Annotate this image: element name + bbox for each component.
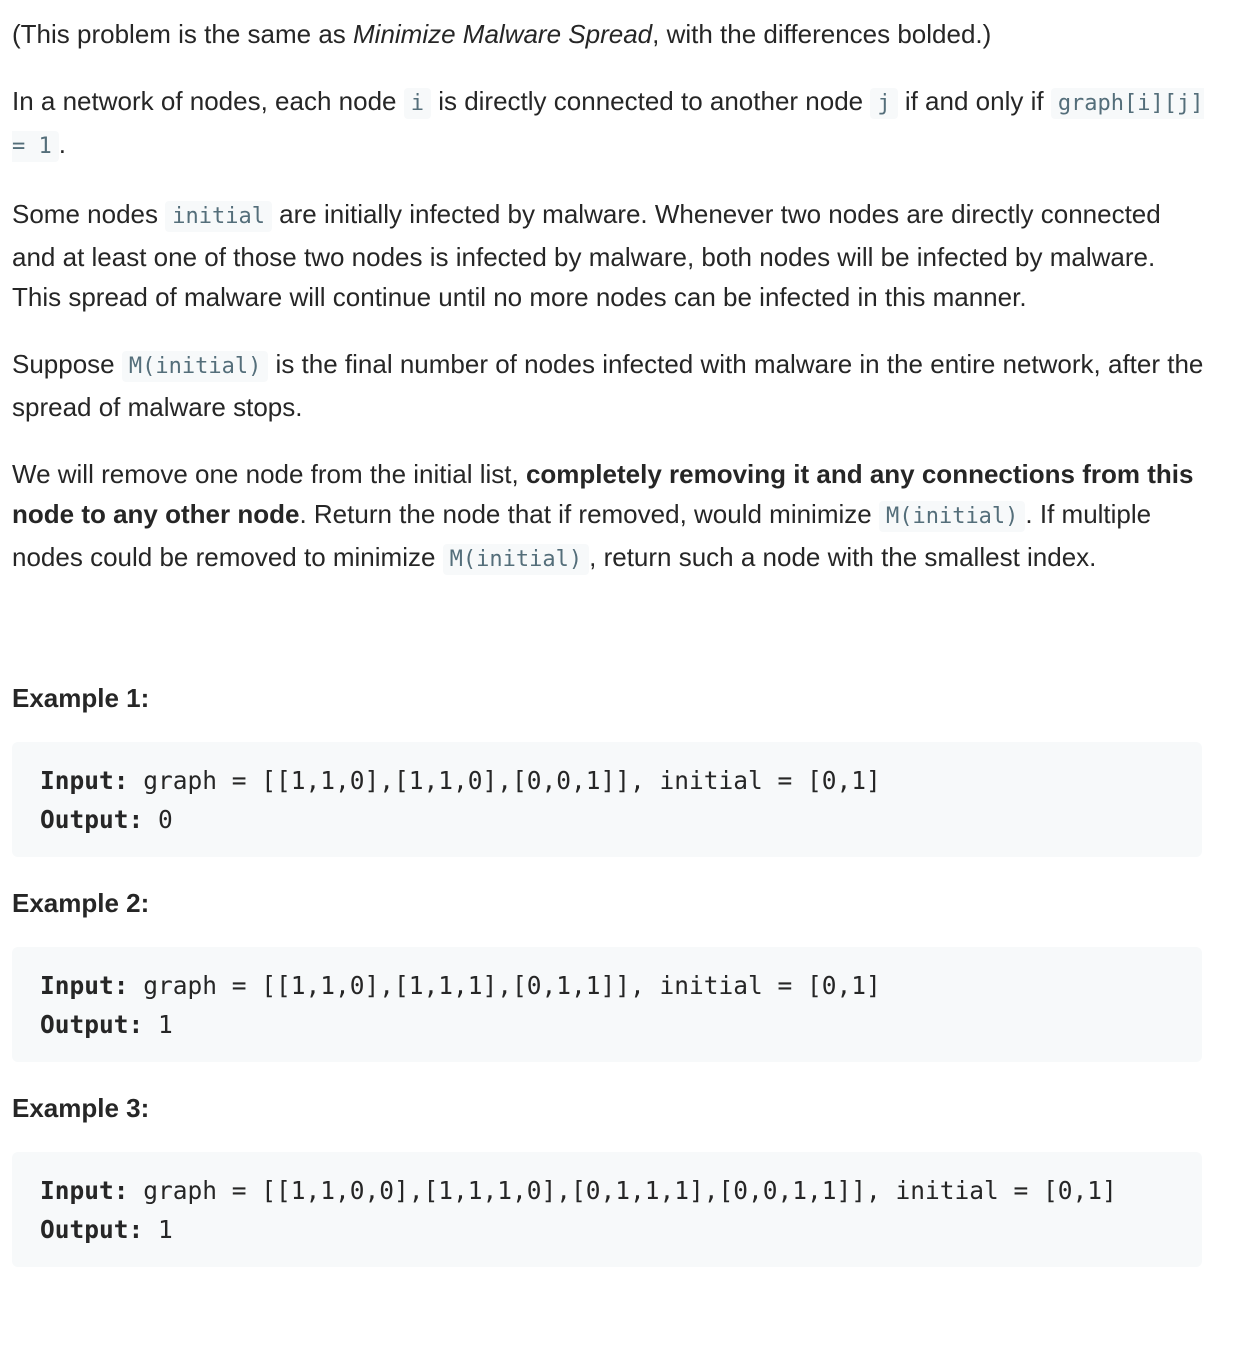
network-text-3: if and only if — [897, 86, 1051, 116]
example-2-input-value: graph = [[1,1,0],[1,1,1],[0,1,1]], initial = [0,1] — [128, 971, 881, 1000]
example-1-input-label: Input: — [40, 766, 129, 795]
spread-text-2: are initially infected by malware. Whenever two nodes are directly connected and at least one of those two nodes is infected by malware, both nodes will be infected by malware. This spread of malware will continue until no more nodes can be infected in this manner. — [12, 199, 1161, 312]
code-graph-ij: graph[i][j] = 1 — [12, 88, 1204, 162]
code-initial: initial — [165, 201, 272, 232]
network-text-2: is directly connected to another node — [430, 86, 871, 116]
remove-text-2: . Return the node that if removed, would minimize — [299, 499, 879, 529]
related-problem-title: Minimize Malware Spread — [353, 19, 653, 49]
example-1-output-label: Output: — [40, 805, 144, 834]
remove-text-4: , return such a node with the smallest index. — [589, 542, 1097, 572]
example-2-title: Example 2: — [12, 888, 150, 918]
spread-text-1: Some nodes — [12, 199, 166, 229]
remove-bold-text: completely removing it and any connections from this node to any other node — [12, 459, 1194, 529]
example-1-output-value: 0 — [143, 805, 173, 834]
intro-text-before: (This problem is the same as — [12, 19, 354, 49]
network-paragraph — [12, 81, 1204, 167]
example-1-title: Example 1: — [12, 683, 150, 713]
example-2-output-label: Output: — [40, 1010, 144, 1039]
example-3-title: Example 3: — [12, 1093, 150, 1123]
suppose-paragraph — [12, 344, 1204, 427]
example-3-input-label: Input: — [40, 1176, 129, 1205]
code-m-initial-2: M(initial) — [443, 544, 589, 575]
network-text-4: . — [58, 129, 66, 159]
example-3-input-value: graph = [[1,1,0,0],[1,1,1,0],[0,1,1,1],[0,0,1,1]], initial = [0,1] — [128, 1176, 1117, 1205]
suppose-text-2: is the final number of nodes infected with malware in the entire network, after the spread of malware stops. — [12, 349, 1204, 422]
example-1-code-block — [12, 742, 1202, 857]
example-3-code-block — [12, 1152, 1202, 1267]
intro-paragraph — [12, 14, 1204, 54]
example-3-output-value: 1 — [143, 1215, 173, 1244]
remove-paragraph — [12, 454, 1204, 580]
code-i: i — [404, 88, 431, 119]
remove-text-1: We will remove one node from the initial list, — [12, 459, 526, 489]
example-2-code-block — [12, 947, 1202, 1062]
example-1-input-value: graph = [[1,1,0],[1,1,0],[0,0,1]], initial = [0,1] — [128, 766, 881, 795]
code-m-initial-1: M(initial) — [879, 501, 1025, 532]
network-text-1: In a network of nodes, each node — [12, 86, 404, 116]
intro-text-after: , with the differences bolded.) — [652, 19, 992, 49]
code-j: j — [870, 88, 897, 119]
example-3-output-label: Output: — [40, 1215, 144, 1244]
suppose-text-1: Suppose — [12, 349, 122, 379]
code-m-initial: M(initial) — [122, 351, 268, 382]
spread-paragraph — [12, 194, 1204, 317]
remove-text-3: . If multiple nodes could be removed to minimize — [12, 499, 1152, 572]
example-2-input-label: Input: — [40, 971, 129, 1000]
example-2-output-value: 1 — [143, 1010, 173, 1039]
